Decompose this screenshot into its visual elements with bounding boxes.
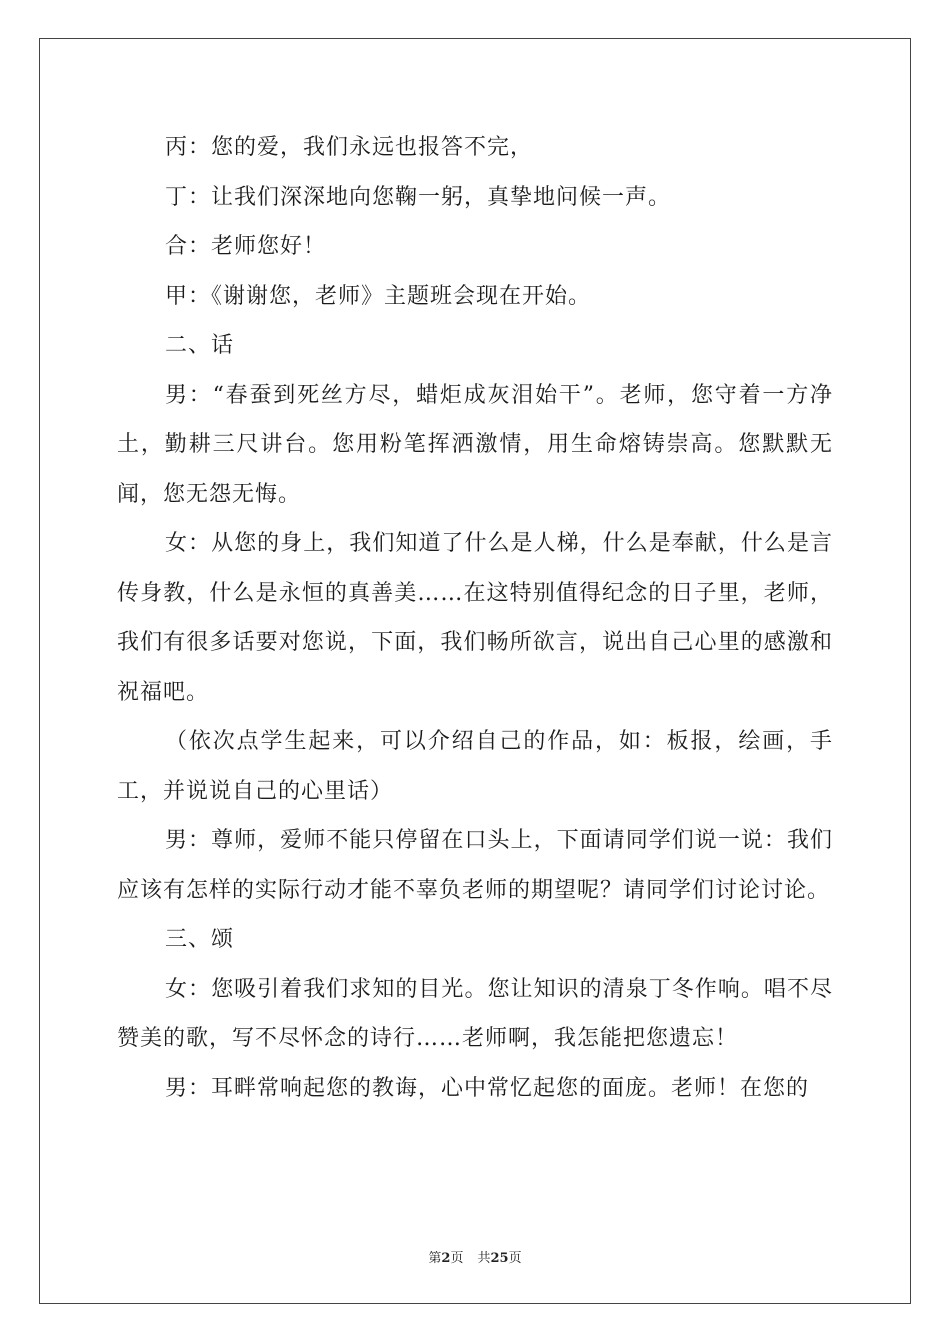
total-label-suffix: 页 — [508, 1251, 522, 1266]
paragraph-nv-1: 女：从您的身上，我们知道了什么是人梯，什么是奉献，什么是言传身教，什么是永恒的真善美……在这特别值得纪念的日子里，老师，我们有很多话要对您说，下面，我们畅所欲言，说出自己心里的感激和祝福吧。 — [117, 531, 833, 705]
page-label-suffix: 页 — [450, 1251, 464, 1266]
paragraph-nan-3: 男：耳畔常响起您的教诲，心中常忆起您的面庞。老师！在您的 — [165, 1075, 810, 1101]
section-heading-song: 三、颂 — [165, 927, 235, 952]
paragraph-jia: 甲：《谢谢您，老师》主题班会现在开始。 — [165, 283, 592, 309]
total-page-count: 25 — [490, 1251, 509, 1266]
page-label-prefix: 第 — [428, 1251, 442, 1266]
paragraph-nan-2: 男：尊师，爱师不能只停留在口头上，下面请同学们说一说：我们应该有怎样的实际行动才能不辜负老师的期望呢？请同学们讨论讨论。 — [117, 828, 833, 903]
paragraph-ding: 丁：让我们深深地向您鞠一躬，真挚地问候一声。 — [165, 184, 672, 210]
paragraph-stage-note: （依次点学生起来，可以介绍自己的作品，如：板报，绘画，手工，并说说自己的心里话） — [117, 729, 833, 804]
paragraph-nan-1: 男：“春蚕到死丝方尽，蜡炬成灰泪始干”。老师，您守着一方净土，勤耕三尺讲台。您用粉笔挥洒激情，用生命熔铸崇高。您默默无闻，您无怨无悔。 — [117, 382, 833, 507]
paragraph-bing: 丙：您的爱，我们永远也报答不完， — [165, 135, 534, 160]
page-footer — [0, 1247, 950, 1266]
total-label-prefix: 共 — [477, 1251, 491, 1266]
document-body — [117, 123, 833, 1113]
current-page-number: 2 — [441, 1251, 451, 1266]
paragraph-he: 合：老师您好！ — [165, 234, 327, 259]
paragraph-nv-2: 女：您吸引着我们求知的目光。您让知识的清泉丁冬作响。唱不尽赞美的歌，写不尽怀念的诗行……老师啊，我怎能把您遗忘！ — [117, 976, 833, 1051]
section-heading-hua: 二、话 — [165, 333, 235, 358]
